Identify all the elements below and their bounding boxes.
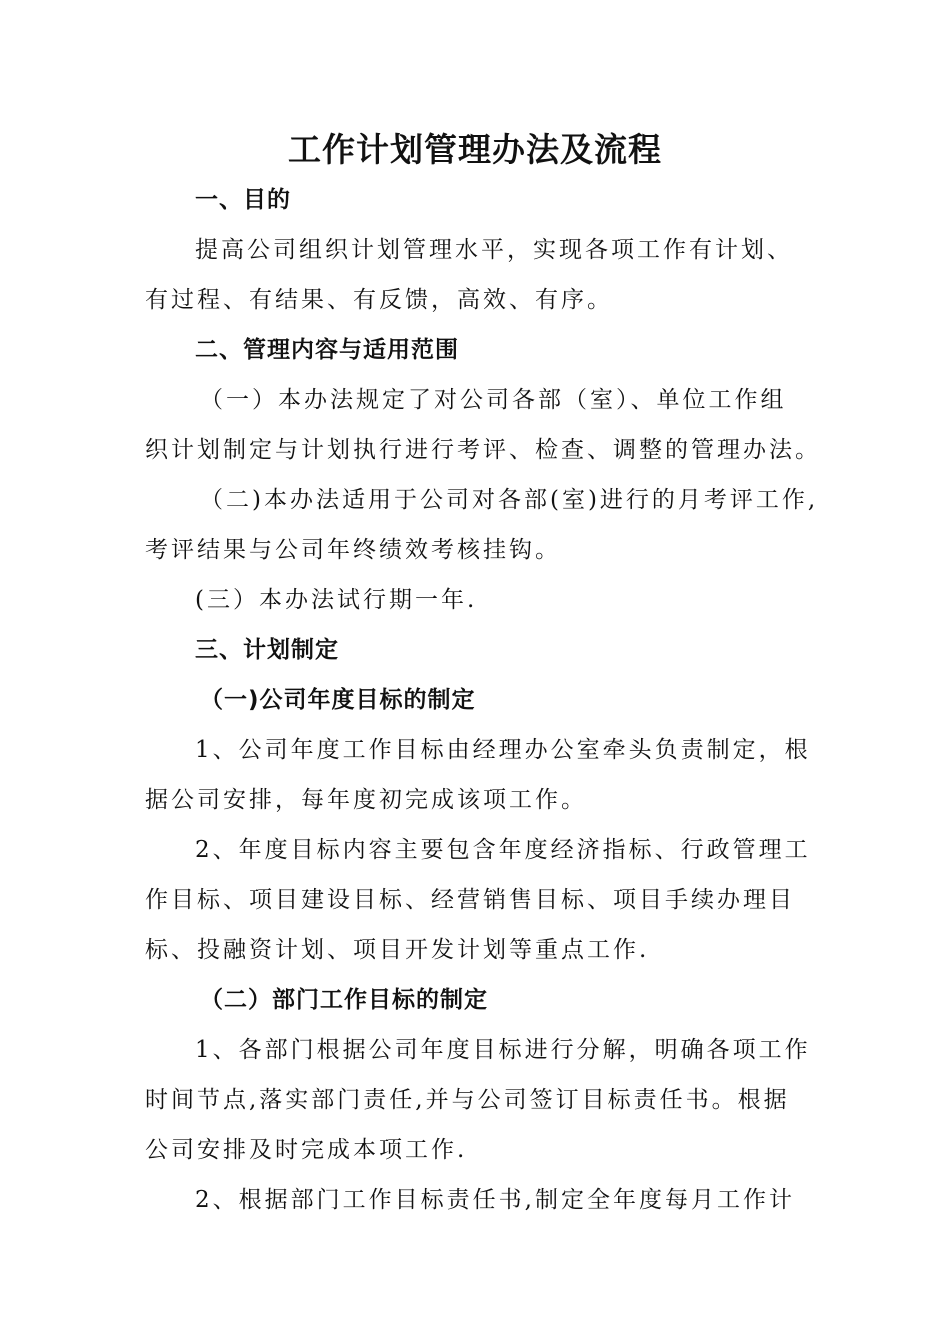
subsection-heading-annual-goals: （一)公司年度目标的制定 [200,687,476,713]
paragraph-line: 2、根据部门工作目标责任书,制定全年度每月工作计 [195,1187,795,1213]
paragraph-line: (三）本办法试行期一年. [195,587,478,613]
paragraph-line: 公司安排及时完成本项工作. [145,1137,468,1163]
paragraph-line: 1、各部门根据公司年度目标进行分解，明确各项工作 [195,1037,811,1063]
paragraph-line: 标、投融资计划、项目开发计划等重点工作. [145,937,650,963]
paragraph-line: （一）本办法规定了对公司各部（室）、单位工作组 [200,387,787,413]
paragraph-line: 1、公司年度工作目标由经理办公室牵头负责制定，根 [195,737,811,763]
paragraph-line: 有过程、有结果、有反馈，高效、有序。 [145,287,613,313]
paragraph-line: 织计划制定与计划执行进行考评、检查、调整的管理办法。 [145,437,821,463]
paragraph-line: 考评结果与公司年终绩效考核挂钩。 [145,537,561,563]
paragraph-line: 作目标、项目建设目标、经营销售目标、项目手续办理目 [145,887,795,913]
paragraph-line: （二)本办法适用于公司对各部(室)进行的月考评工作, [200,487,819,513]
paragraph-line: 2、年度目标内容主要包含年度经济指标、行政管理工 [195,837,811,863]
section-heading-scope: 二、管理内容与适用范围 [195,337,459,363]
document-title: 工作计划管理办法及流程 [288,130,662,169]
paragraph-line: 提高公司组织计划管理水平，实现各项工作有计划、 [195,237,793,263]
subsection-heading-department-goals: （二）部门工作目标的制定 [200,987,488,1013]
section-heading-planning: 三、计划制定 [195,637,339,663]
section-heading-purpose: 一、目的 [195,187,291,213]
paragraph-line: 据公司安排，每年度初完成该项工作。 [145,787,587,813]
paragraph-line: 时间节点,落实部门责任,并与公司签订目标责任书。根据 [145,1087,790,1113]
